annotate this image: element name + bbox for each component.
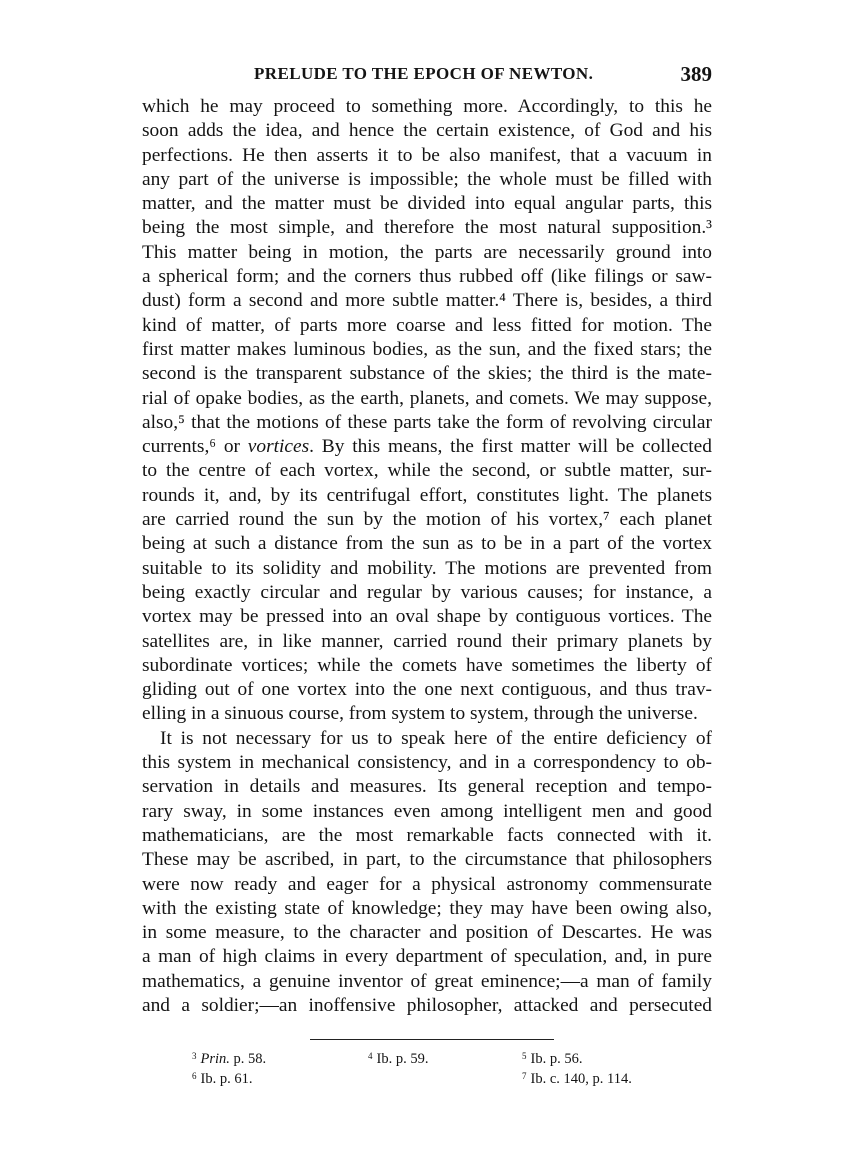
footnote-7: [522, 1066, 632, 1089]
text-line: a spherical form; and the corners thus rubbed off (like filings or saw-: [142, 266, 712, 288]
footnote-text: Ib. p. 59.: [376, 1051, 429, 1067]
text-line: with the existing state of knowledge; they may have been owing also,: [142, 897, 712, 919]
text-line: being at such a distance from the sun as to be in a part of the vortex: [142, 533, 712, 555]
text-line: rary sway, in some instances even among intelligent men and good: [142, 800, 712, 822]
text-line: vortex may be pressed into an oval shape by contiguous vortices. The: [142, 606, 712, 628]
text-line: any part of the universe is impossible; the whole must be filled with: [142, 168, 712, 190]
page-number: 389: [680, 62, 712, 86]
footnote-source: Prin.: [200, 1051, 230, 1067]
text-line: These may be ascribed, in part, to the circumstance that philosophers: [142, 849, 712, 871]
text-line: matter, and the matter must be divided into equal angular parts, this: [142, 193, 712, 215]
text-line: rounds it, and, by its centrifugal effort, constitutes light. The planets: [142, 484, 712, 506]
text-line: This matter being in motion, the parts are necessarily ground into: [142, 241, 712, 263]
emphasis-vortices: vortices: [247, 436, 310, 458]
running-title: PRELUDE TO THE EPOCH OF NEWTON.: [254, 64, 594, 83]
text-line: gliding out of one vortex into the one next contiguous, and thus trav-: [142, 679, 712, 701]
text-line: mathematics, a genuine inventor of great eminence;—a man of family: [142, 970, 712, 992]
text-line: to the centre of each vortex, while the second, or subtle matter, sur-: [142, 460, 712, 482]
text-line: in some measure, to the character and position of Descartes. He was: [142, 922, 712, 944]
text-line-paragraph-end: elling in a sinuous course, from system to system, through the universe.: [142, 703, 698, 725]
text-line: second is the transparent substance of the skies; the third is the mate-: [142, 363, 712, 385]
text-line: rial of opake bodies, as the earth, planets, and comets. We may suppose,: [142, 387, 712, 409]
text-line: subordinate vortices; while the comets have sometimes the liberty of: [142, 654, 712, 676]
text-line: suitable to its solidity and mobility. The motions are prevented from: [142, 557, 712, 579]
text-line: soon adds the idea, and hence the certain existence, of God and his: [142, 120, 712, 142]
text-line: being the most simple, and therefore the most natural supposition.³: [142, 217, 712, 239]
footnote-mark: 6: [192, 1071, 197, 1081]
text-line: first matter makes luminous bodies, as the sun, and the fixed stars; the: [142, 338, 712, 360]
text-line: currents,⁶ or vortices. By this means, the first matter will be collected: [142, 436, 712, 458]
text-line: servation in details and measures. Its general reception and tempo-: [142, 776, 712, 798]
text-line: being exactly circular and regular by various causes; for instance, a: [142, 581, 712, 603]
footnote-4: [368, 1046, 428, 1069]
footnote-text: Ib. p. 56.: [530, 1051, 583, 1067]
footnote-mark: 3: [192, 1051, 197, 1061]
footnote-text: Ib. c. 140, p. 114.: [530, 1071, 632, 1087]
footnote-mark: 7: [522, 1071, 527, 1081]
text-line: are carried round the sun by the motion of his vortex,⁷ each planet: [142, 509, 712, 531]
text-line: a man of high claims in every department of speculation, and, in pure: [142, 946, 712, 968]
footnote-text: Ib. p. 61.: [200, 1071, 253, 1087]
text-line: dust) form a second and more subtle matter.⁴ There is, besides, a third: [142, 290, 712, 312]
footnote-mark: 4: [368, 1051, 373, 1061]
text-line: mathematicians, are the most remarkable facts connected with it.: [142, 824, 712, 846]
text-line-paragraph-start: It is not necessary for us to speak here of the entire deficiency of: [160, 727, 712, 749]
footnote-mark: 5: [522, 1051, 527, 1061]
running-head: [140, 62, 712, 86]
body-text: [142, 95, 712, 1018]
footnote-divider: [310, 1039, 554, 1040]
text-line: also,⁵ that the motions of these parts take the form of revolving circular: [142, 411, 712, 433]
text-line: perfections. He then asserts it to be also manifest, that a vacuum in: [142, 144, 712, 166]
footnote-ref: p. 58.: [229, 1051, 267, 1067]
text-line: kind of matter, of parts more coarse and less fitted for motion. The: [142, 314, 712, 336]
text-line: this system in mechanical consistency, and in a correspondency to ob-: [142, 752, 712, 774]
text-line: satellites are, in like manner, carried round their primary planets by: [142, 630, 712, 652]
text-line: which he may proceed to something more. Accordingly, to this he: [142, 96, 712, 117]
text-line: and a soldier;—an inoffensive philosopher, attacked and persecuted: [142, 994, 712, 1016]
text-line: were now ready and eager for a physical astronomy commensurate: [142, 873, 712, 895]
footnote-6: [192, 1066, 252, 1089]
